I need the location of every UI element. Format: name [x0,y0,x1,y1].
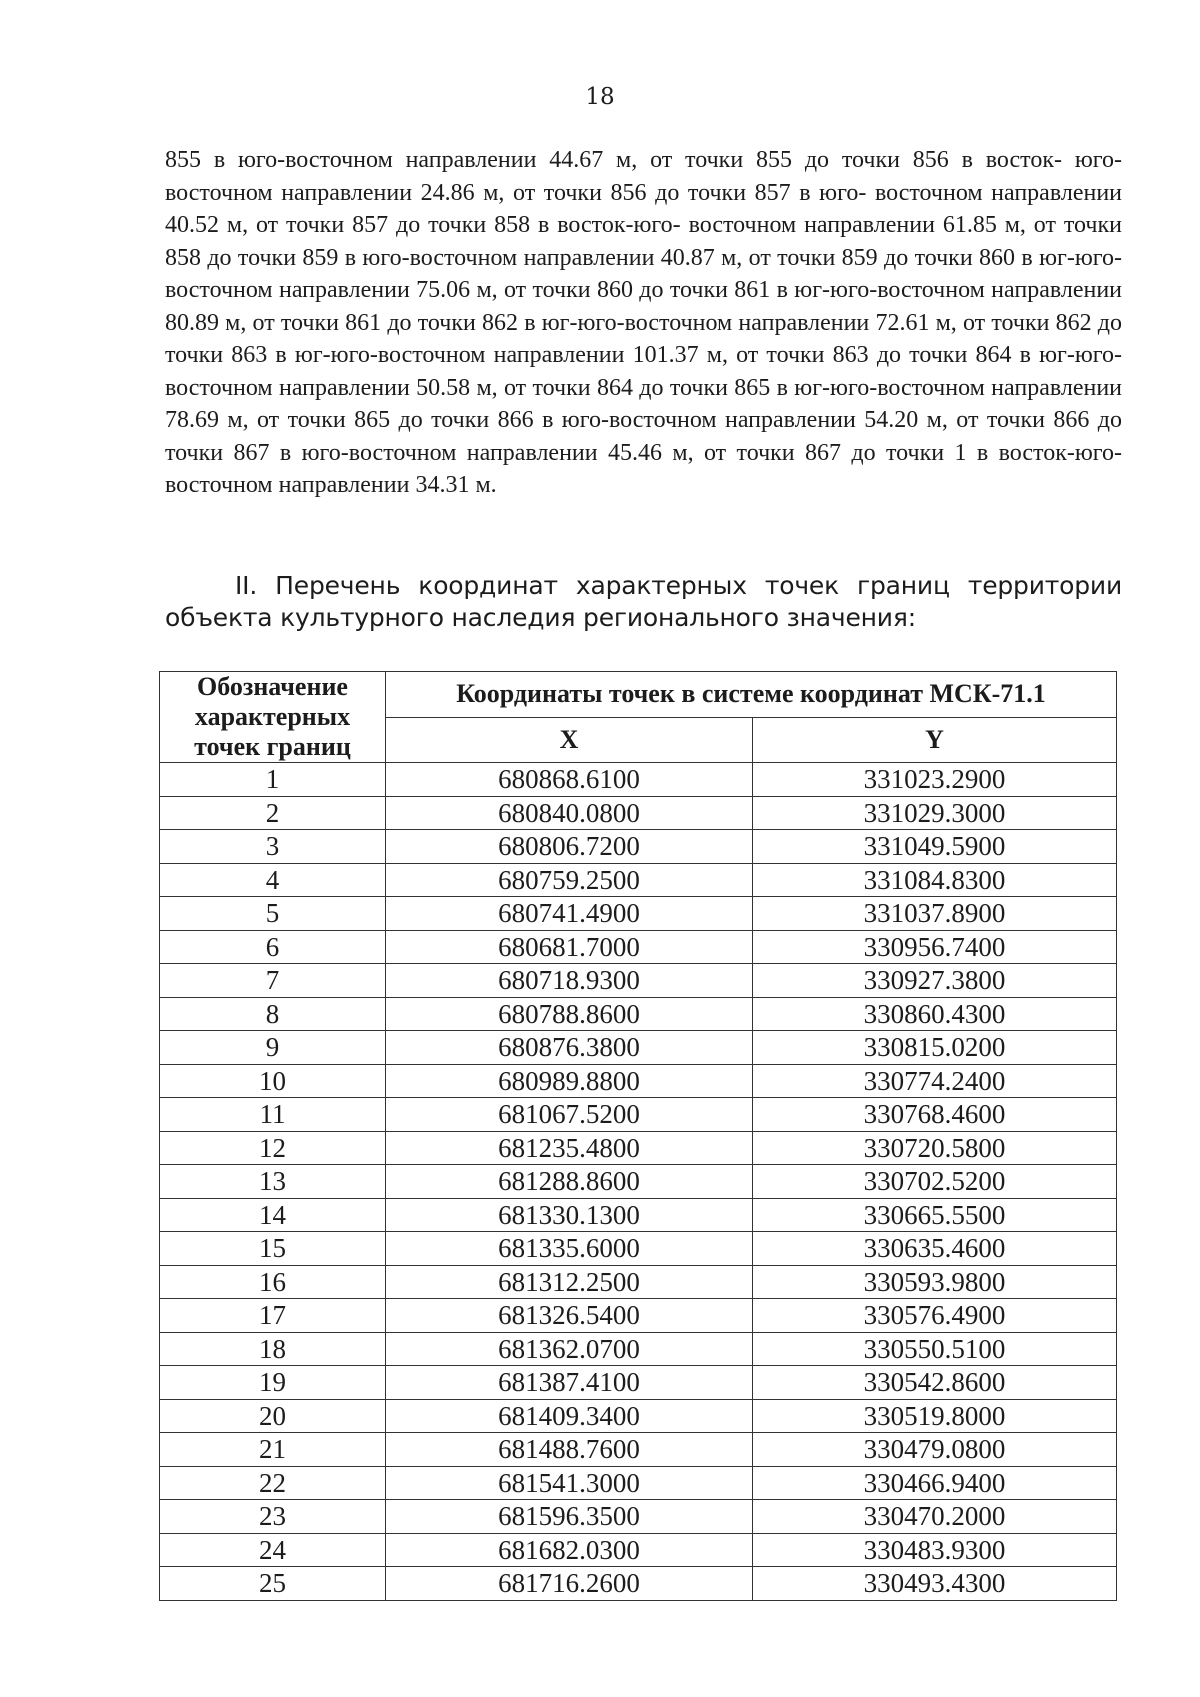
point-number-cell: 13 [160,1165,386,1199]
table-row [160,930,1117,964]
y-coordinate-cell: 330493.4300 [753,1567,1117,1601]
point-number-cell: 20 [160,1399,386,1433]
y-coordinate-cell: 330774.2400 [753,1064,1117,1098]
x-coordinate-cell: 681541.3000 [386,1466,753,1500]
point-number-cell: 6 [160,930,386,964]
point-number-cell: 9 [160,1031,386,1065]
y-coordinate-cell: 330576.4900 [753,1299,1117,1333]
point-number-cell: 25 [160,1567,386,1601]
point-number-cell: 5 [160,897,386,931]
point-number-cell: 8 [160,997,386,1031]
x-coordinate-cell: 680718.9300 [386,964,753,998]
point-number-cell: 15 [160,1232,386,1266]
x-coordinate-cell: 681330.1300 [386,1198,753,1232]
point-number-cell: 14 [160,1198,386,1232]
table-row [160,763,1117,797]
x-coordinate-cell: 680840.0800 [386,796,753,830]
y-coordinate-cell: 331049.5900 [753,830,1117,864]
point-number-cell: 2 [160,796,386,830]
x-coordinate-cell: 681387.4100 [386,1366,753,1400]
x-coordinate-cell: 680681.7000 [386,930,753,964]
table-row [160,863,1117,897]
y-coordinate-cell: 330927.3800 [753,964,1117,998]
table-row [160,1198,1117,1232]
coordinates-table [159,671,1117,1601]
x-coordinate-cell: 681488.7600 [386,1433,753,1467]
y-coordinate-cell: 330720.5800 [753,1131,1117,1165]
x-coordinate-cell: 681409.3400 [386,1399,753,1433]
table-row [160,1299,1117,1333]
text-line: восточном направлении 61.85 м, от точки 858 до точки 859 в юго-восточном [165,212,1123,271]
point-number-cell: 22 [160,1466,386,1500]
table-row [160,1332,1117,1366]
y-coordinate-cell: 330466.9400 [753,1466,1117,1500]
section-heading-paragraph: II. Перечень координат характерных точек границ территории объекта культурного наследия регионального значения: [165,571,1122,632]
point-number-cell: 21 [160,1433,386,1467]
text-line: направлении 101.37 м, от точки 863 до точки 864 в юг-юго-восточном [165,342,1123,401]
table-row [160,997,1117,1031]
table-row [160,1567,1117,1601]
point-number-cell: 19 [160,1366,386,1400]
table-row [160,830,1117,864]
y-coordinate-cell: 330768.4600 [753,1098,1117,1132]
x-coordinate-cell: 681596.3500 [386,1500,753,1534]
text-line: восточном направлении 40.52 м, от точки 857 до точки 858 в восток-юго- [165,179,1123,238]
y-coordinate-cell: 330956.7400 [753,930,1117,964]
text-line: направлении 50.58 м, от точки 864 до точки 865 в юг-юго-восточном [278,374,985,401]
text-line: юго-восточном направлении 24.86 м, от точки 856 до точки 857 в юго- [165,147,1123,206]
table-row [160,1433,1117,1467]
table-row [160,1165,1117,1199]
point-number-cell: 24 [160,1533,386,1567]
point-number-cell: 23 [160,1500,386,1534]
y-coordinate-cell: 330860.4300 [753,997,1117,1031]
header-point-label: Обозначение характерных точек границ [160,672,386,763]
x-coordinate-cell: 680741.4900 [386,897,753,931]
table-row [160,1500,1117,1534]
header-x: X [386,717,753,763]
x-coordinate-cell: 681312.2500 [386,1265,753,1299]
table-row [160,1031,1117,1065]
text-line: 54.20 м, от точки 866 до точки 867 в юго-восточном направлении 45.46 м, от [165,407,1122,466]
y-coordinate-cell: 330542.8600 [753,1366,1117,1400]
y-coordinate-cell: 330665.5500 [753,1198,1117,1232]
table-row [160,964,1117,998]
x-coordinate-cell: 680759.2500 [386,863,753,897]
text-line: точки 867 до точки 1 в восток-юго-восточном направлении 34.31 м. [165,439,1123,498]
table-row [160,796,1117,830]
x-coordinate-cell: 680806.7200 [386,830,753,864]
table-body [160,763,1117,1601]
table-row [160,1399,1117,1433]
page-number: 18 [585,84,615,110]
table-row [160,1064,1117,1098]
table-row [160,1533,1117,1567]
y-coordinate-cell: 330519.8000 [753,1399,1117,1433]
table-row [160,1265,1117,1299]
x-coordinate-cell: 680876.3800 [386,1031,753,1065]
y-coordinate-cell: 330702.5200 [753,1165,1117,1199]
y-coordinate-cell: 331029.3000 [753,796,1117,830]
y-coordinate-cell: 330815.0200 [753,1031,1117,1065]
y-coordinate-cell: 330550.5100 [753,1332,1117,1366]
point-number-cell: 3 [160,830,386,864]
table-row [160,1466,1117,1500]
x-coordinate-cell: 681326.5400 [386,1299,753,1333]
table-row [160,1131,1117,1165]
x-coordinate-cell: 680788.8600 [386,997,753,1031]
y-coordinate-cell: 331037.8900 [753,897,1117,931]
body-text [165,144,1122,502]
point-number-cell: 4 [160,863,386,897]
table-row [160,1098,1117,1132]
text-line: направлении 40.87 м, от точки 859 до точки 860 в юг-юго-восточном [165,244,1123,303]
point-number-cell: 18 [160,1332,386,1366]
x-coordinate-cell: 681716.2600 [386,1567,753,1601]
point-number-cell: 17 [160,1299,386,1333]
y-coordinate-cell: 330483.9300 [753,1533,1117,1567]
x-coordinate-cell: 680989.8800 [386,1064,753,1098]
x-coordinate-cell: 681335.6000 [386,1232,753,1266]
table-row [160,1232,1117,1266]
point-number-cell: 1 [160,763,386,797]
y-coordinate-cell: 331023.2900 [753,763,1117,797]
y-coordinate-cell: 330593.9800 [753,1265,1117,1299]
y-coordinate-cell: 331084.8300 [753,863,1117,897]
text-line: направлении 78.69 м, от точки 865 до точки 866 в юго-восточном направлении [165,374,1123,433]
x-coordinate-cell: 681067.5200 [386,1098,753,1132]
header-coordinates: Координаты точек в системе координат МСК-71.1 [386,672,1117,718]
point-number-cell: 10 [160,1064,386,1098]
x-coordinate-cell: 681362.0700 [386,1332,753,1366]
text-line: направлении 75.06 м, от точки 860 до точки 861 в юг-юго-восточном [278,277,985,303]
x-coordinate-cell: 681288.8600 [386,1165,753,1199]
x-coordinate-cell: 680868.6100 [386,763,753,797]
y-coordinate-cell: 330479.0800 [753,1433,1117,1467]
table-row [160,1366,1117,1400]
header-y: Y [753,717,1117,763]
table-header-row [160,672,1117,718]
table-row [160,897,1117,931]
x-coordinate-cell: 681235.4800 [386,1131,753,1165]
x-coordinate-cell: 681682.0300 [386,1533,753,1567]
point-number-cell: 7 [160,964,386,998]
text-line: 855 в юго-восточном направлении 44.67 м, от точки 855 до точки 856 в восток- [165,147,1063,173]
y-coordinate-cell: 330470.2000 [753,1500,1117,1534]
point-number-cell: 16 [160,1265,386,1299]
point-number-cell: 11 [160,1098,386,1132]
text-line: направлении 72.61 м, от точки 862 до точки 863 в юг-юго-восточном [165,309,1122,368]
text-line: направлении 80.89 м, от точки 861 до точки 862 в юг-юго-восточном [165,277,1123,336]
point-number-cell: 12 [160,1131,386,1165]
y-coordinate-cell: 330635.4600 [753,1232,1117,1266]
